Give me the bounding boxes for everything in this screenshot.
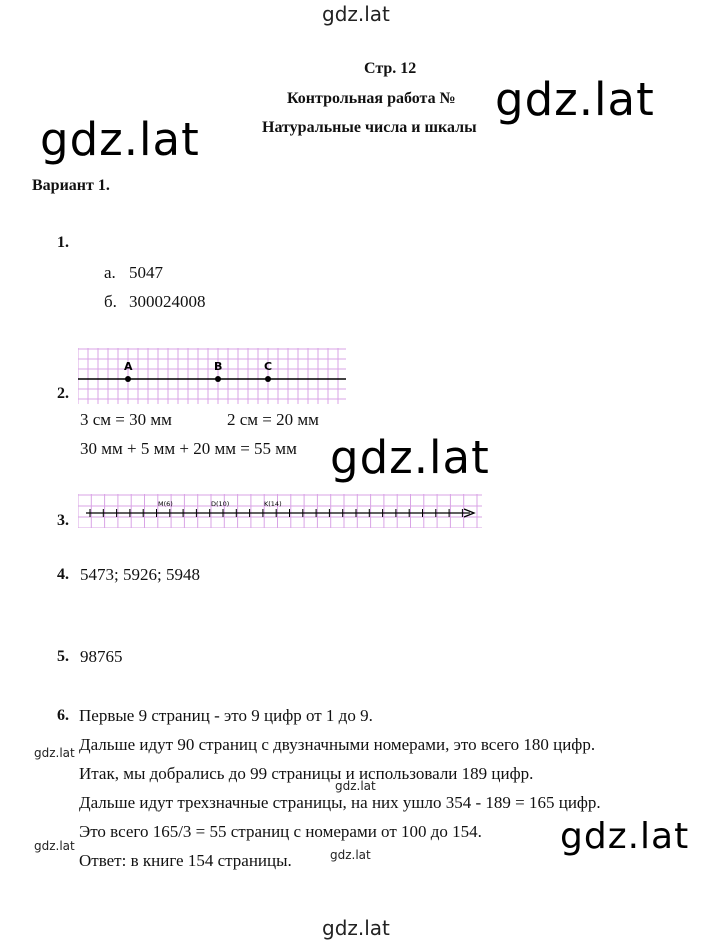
watermark-small: gdz.lat <box>34 839 75 853</box>
point-a-label: A <box>124 360 133 373</box>
watermark-small: gdz.lat <box>330 848 371 862</box>
task6-line: Дальше идут трехзначные страницы, на них ушло 354 - 189 = 165 цифр. <box>79 793 601 812</box>
watermark-big: gdz.lat <box>330 431 490 484</box>
watermark-small: gdz.lat <box>34 746 75 760</box>
task2-line2: 30 мм + 5 мм + 20 мм = 55 мм <box>80 439 297 458</box>
point-b-label: B <box>214 360 223 373</box>
task-number: 6. <box>57 707 69 724</box>
watermark-top: gdz.lat <box>322 2 390 26</box>
task-number: 1. <box>57 234 69 251</box>
task5-answer: 98765 <box>80 647 123 666</box>
point-d-label: D(10) <box>211 500 230 508</box>
watermark-big: gdz.lat <box>40 113 200 166</box>
watermark-bottom: gdz.lat <box>322 916 390 940</box>
task-number: 2. <box>57 385 69 402</box>
watermark-big: gdz.lat <box>560 816 690 857</box>
task4-answer: 5473; 5926; 5948 <box>80 565 200 584</box>
work-title: Контрольная работа № <box>287 90 456 107</box>
variant-heading: Вариант 1. <box>32 177 110 194</box>
task2-line1-right: 2 см = 20 мм <box>227 410 319 429</box>
point-a <box>125 376 131 382</box>
point-b <box>215 376 221 382</box>
task6-line: Это всего 165/3 = 55 страниц с номерами от 100 до 154. <box>79 822 482 841</box>
page-title: Стр. 12 <box>364 60 417 77</box>
task6-line: Ответ: в книге 154 страницы. <box>79 851 292 870</box>
task-number: 3. <box>57 512 69 529</box>
topic-title: Натуральные числа и шкалы <box>262 119 477 136</box>
point-m-label: M(6) <box>158 500 173 508</box>
task-number: 5. <box>57 648 69 665</box>
task1-a-label: а. <box>104 263 116 282</box>
point-k-label: K(14) <box>264 500 282 508</box>
task6-line: Первые 9 страниц - это 9 цифр от 1 до 9. <box>79 706 373 725</box>
point-c-label: C <box>264 360 273 373</box>
point-c <box>265 376 271 382</box>
segment-grid-figure <box>78 348 346 404</box>
task6-line: Дальше идут 90 страниц с двузначными номерами, это всего 180 цифр. <box>79 735 596 754</box>
task-number: 4. <box>57 566 69 583</box>
task6-line: Итак, мы добрались до 99 страницы и использовали 189 цифр. <box>79 764 534 783</box>
task1-a-value: 5047 <box>129 263 163 282</box>
task2-line1-left: 3 см = 30 мм <box>80 410 172 429</box>
watermark-big: gdz.lat <box>495 73 655 126</box>
task1-b-label: б. <box>104 292 117 311</box>
scale-figure <box>78 494 482 528</box>
watermark-small: gdz.lat <box>335 779 376 793</box>
task1-b-value: 300024008 <box>129 292 206 311</box>
